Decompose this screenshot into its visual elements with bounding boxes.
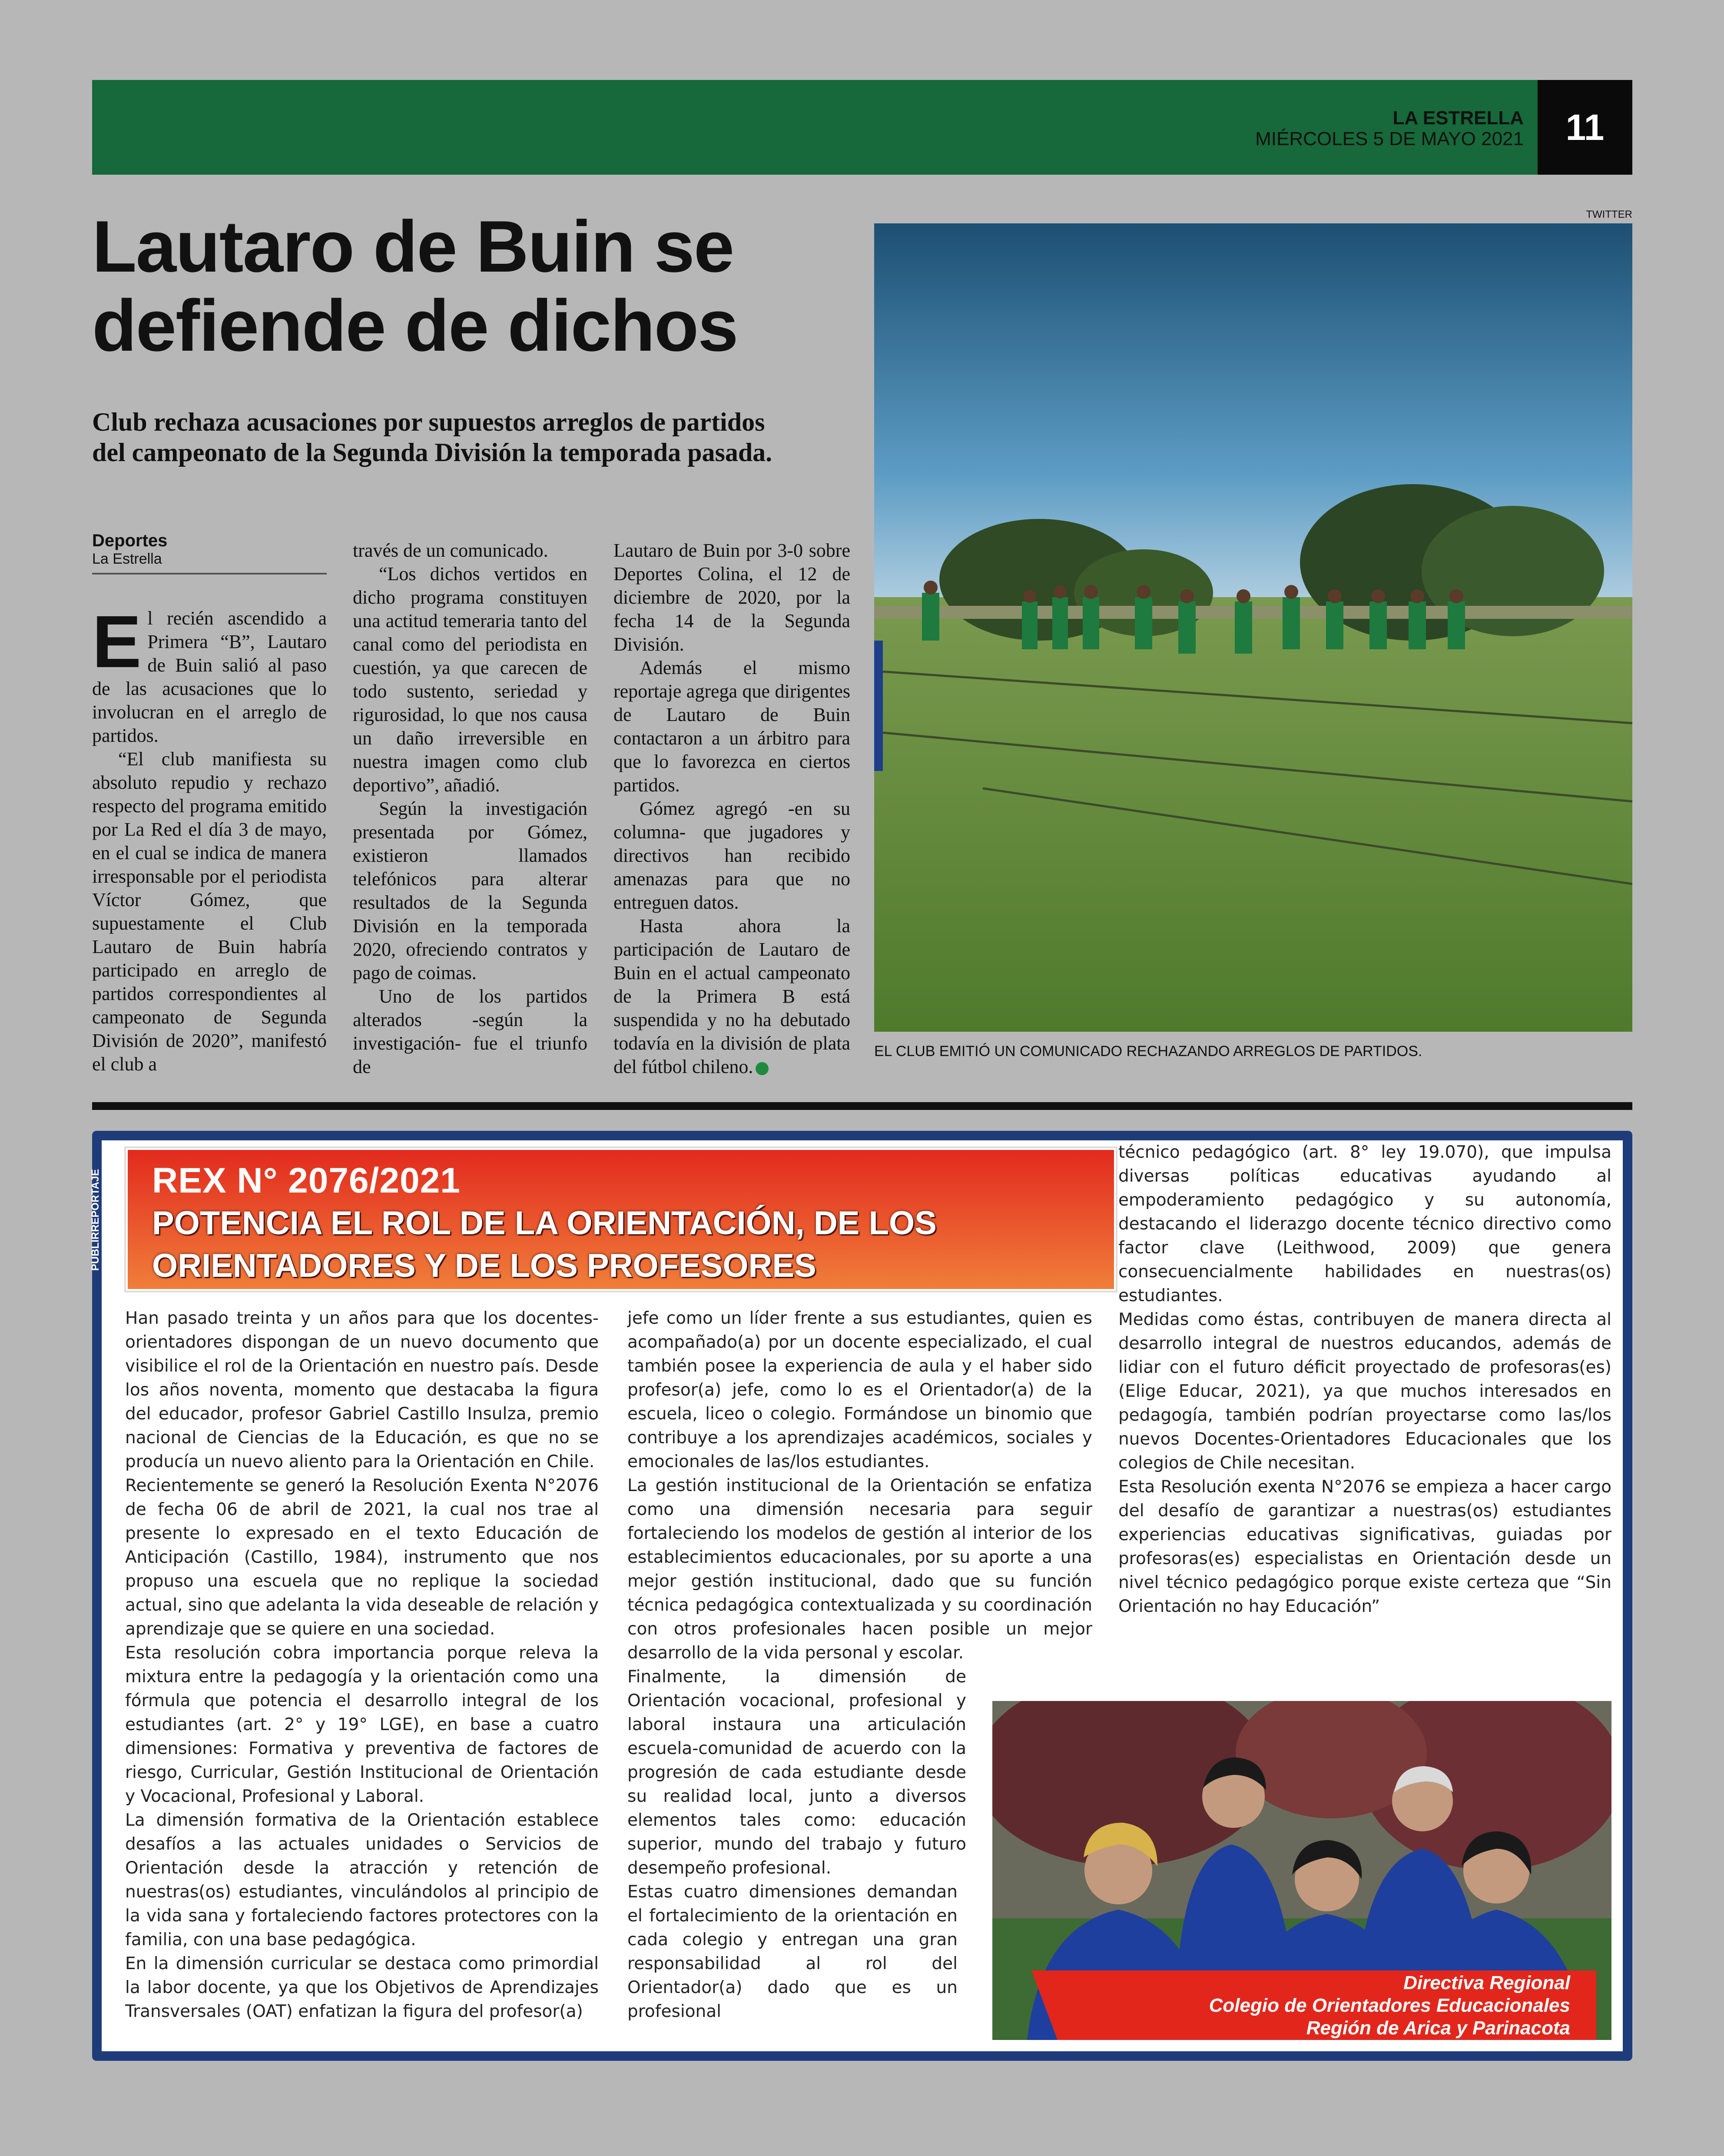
- article-column-1: [92, 601, 327, 1076]
- paragraph-text: Hasta ahora la participación de Lautaro de Buin en el actual campeonato de la Primera B está suspendida y no ha debutado todavía en la división de plata del fútbol chileno.: [613, 915, 850, 1077]
- advertorial-paragraph: La dimensión formativa de la Orientación establece desafíos a las actuales unidades o Servicios de Orientación desde la atracción y retención de nuestras(os) estudiantes, vinculándolos al principio de la vida sana y fortaleciendo factores protectores con la familia, con una base pedagógica.: [125, 1811, 599, 1950]
- caption-line: Directiva Regional: [1403, 1972, 1570, 1993]
- article-paragraph: través de un comunicado.: [353, 540, 548, 561]
- section-divider: [92, 1102, 1632, 1110]
- advertorial-paragraph: Finalmente, la dimensión de Orientación vocacional, profesional y laboral instaura una articulación escuela-comunidad de acuerdo con la progresión de cada estudiante desde su realidad local, junto a diversos elementos tales como: educación superior, mundo del trabajo y futuro desempeño profesional.: [627, 1667, 966, 1878]
- article-paragraph: “Los dichos vertidos en dicho programa constituyen una actitud temeraria tanto del canal como del periodista en cuestión, ya que carecen de todo sustento, seriedad y rigurosidad, lo que nos causa un daño irreversible en nuestra imagen como club deportivo”, añadió.: [353, 563, 587, 796]
- advertorial-paragraph: Recientemente se generó la Resolución Exenta N°2076 de fecha 06 de abril de 2021, la cual nos trae al presente lo expresado en el texto Educación de Anticipación (Castillo, 1984), instrumento que nos propuso una escuela que no replique la sociedad actual, sino que adelanta la vida deseable de relación y aprendizaje que se quiere en una sociedad.: [125, 1476, 599, 1639]
- drop-cap: E: [92, 601, 142, 683]
- advertorial-paragraph: Estas cuatro dimensiones demandan el fortalecimiento de la orientación en cada colegio y entregan una gran responsabilidad al rol del Orientador(a) dado que es un profesional: [627, 1882, 958, 2021]
- advertorial-paragraph: La gestión institucional de la Orientación se enfatiza como una dimensión necesaria para seguir fortaleciendo los modelos de gestión al interior de los establecimientos educacionales, por su aporte a una mejor gestión institucional, dado que su función técnica pedagógica contextualizada y su coordinación con otros profesionales hacen posible un mejor desarrollo de la vida personal y escolar.: [627, 1476, 1092, 1663]
- article-paragraph: “El club manifiesta su absoluto repudio y rechazo respecto del programa emitido por La Red el día 3 de mayo, en el cual se indica de manera irresponsable por el periodista Víctor Gómez, que supuestamente el Club Lautaro de Buin habría participado en arreglo de partidos correspondientes al campeonato de Segunda División de 2020”, manifestó el club a: [92, 748, 327, 1075]
- advertorial-paragraph: Han pasado treinta y un años para que los docentes-orientadores dispongan de un nuevo documento que visibilice el rol de la Orientación en nuestro país. Desde los años noventa, momento que destacaba la figura del educador, profesor Gabriel Castillo Insulza, premio nacional de Ciencias de la Educación, es que no se producía un nuevo aliento para la Orientación en Chile.: [125, 1309, 599, 1472]
- page-header: [92, 80, 1632, 175]
- article-subtitle: Club rechaza acusaciones por supuestos arreglos de partidos del campeonato de la Segunda División la temporada pasada.: [92, 408, 772, 467]
- advertorial-column-1: [125, 1306, 599, 2023]
- article-paragraph: Según la investigación presentada por Gómez, existieron llamados telefónicos para alterar resultados de la Segunda División en la temporada 2020, ofreciendo contratos y pago de coimas.: [353, 798, 587, 983]
- issue-date: MIÉRCOLES 5 DE MAYO 2021: [1255, 128, 1524, 149]
- advertorial-content: [102, 1140, 1623, 2051]
- paragraph-text: l recién ascendido a Primera “B”, Lautaro de Buin salió al paso de las acusaciones que lo involucran en el arreglo de partidos.: [92, 608, 327, 746]
- article-title: Lautaro de Buin se defiende de dichos: [92, 206, 738, 366]
- advertorial-paragraph: jefe como un líder frente a sus estudiantes, quien es acompañado(a) por un docente especializado, el cual también posee la experiencia de aula y el haber sido profesor(a) jefe, como lo es el Orientador(a) de la escuela, liceo o colegio. Formándose un binomio que contribuye a los aprendizajes académicos, sociales y emocionales de las/los estudiantes.: [627, 1309, 1092, 1472]
- article-paragraph: Uno de los partidos alterados -según la investigación- fue el triunfo de: [353, 986, 587, 1077]
- label-text: PUBLIRREPORTAJE: [90, 1169, 101, 1271]
- newspaper-name: LA ESTRELLA: [1392, 107, 1524, 129]
- photo-caption: EL CLUB EMITIÓ UN COMUNICADO RECHAZANDO ARREGLOS DE PARTIDOS.: [874, 1043, 1422, 1060]
- article-paragraph: Lautaro de Buin por 3-0 sobre Deportes Colina, el 12 de diciembre de 2020, por la fecha 14 de la Segunda División.: [613, 540, 850, 655]
- advertorial-paragraph: Esta resolución cobra importancia porque releva la mixtura entre la pedagogía y la orientación como una fórmula que potencia el desarrollo integral de los estudiantes (art. 2° y 19° LGE), en base a cuatro dimensiones: Formativa y preventiva de factores de riesgo, Curricular, Gestión Institucional de Orientación y Vocacional, Profesional y Laboral.: [125, 1643, 599, 1806]
- advertorial-banner: [126, 1148, 1116, 1291]
- article-paragraph: [613, 914, 850, 1079]
- article-column-3: [613, 539, 850, 1079]
- article-column-2: [353, 539, 587, 1079]
- section-name: Deportes: [92, 531, 168, 550]
- team-training-photo: [874, 223, 1632, 1032]
- advertorial-paragraph: En la dimensión curricular se destaca como primordial la labor docente, ya que los Objetivos de Aprendizajes Transversales (OAT) enfatizan la figura del profesor(a): [125, 1954, 599, 2021]
- advertorial-box: [92, 1131, 1632, 2061]
- advertorial-headline: POTENCIA EL ROL DE LA ORIENTACIÓN, DE LOS ORIENTADORES Y DE LOS PROFESORES: [152, 1205, 937, 1284]
- advertorial-paragraph: Medidas como éstas, contribuyen de manera directa al desarrollo integral de nuestros educandos, además de lidiar con el futuro déficit proyectado de profesoras(es) (Elige Educar, 2021), ya que muchos interesados en pedagogía, también podrían proyectarse como las/los nuevos Docentes-Orientadores Educacionales que los colegios de Chile necesitan.: [1118, 1310, 1611, 1473]
- photo-credit: TWITTER: [1586, 209, 1632, 220]
- end-mark-icon: [756, 1062, 769, 1075]
- author-name: La Estrella: [92, 551, 162, 567]
- newspaper-page: [92, 80, 1632, 2066]
- article-paragraph: [92, 601, 327, 747]
- byline: [92, 531, 327, 575]
- group-photo-caption: [1031, 1970, 1596, 2040]
- caption-line: Colegio de Orientadores Educacionales: [1209, 1995, 1570, 2016]
- article-paragraph: Además el mismo reportaje agrega que dirigentes de Lautaro de Buin contactaron a un árbitro para que lo favorezca en ciertos partidos.: [613, 657, 850, 796]
- advertorial-paragraph: técnico pedagógico (art. 8° ley 19.070), que impulsa diversas políticas educativas ayudando al empoderamiento pedagógico y su autonomía, destacando el liderazgo docente técnico directivo como factor clave (Leithwood, 2009) que genera consecuencialmente habilidades en nuestras(os) estudiantes.: [1118, 1143, 1611, 1306]
- resolution-number: REX N° 2076/2021: [152, 1161, 461, 1200]
- masthead: [1255, 108, 1524, 149]
- article-paragraph: Gómez agregó -en su columna- que jugadores y directivos han recibido amenazas para que no entreguen datos.: [613, 798, 850, 913]
- caption-line: Región de Arica y Parinacota: [1306, 2017, 1570, 2039]
- page-number: 11: [1538, 80, 1632, 175]
- advertorial-column-3: [1118, 1140, 1611, 1618]
- advertorial-paragraph: Esta Resolución exenta N°2076 se empieza a hacer cargo del desafío de garantizar a nuestras(os) estudiantes experiencias educativas significativas, guiadas por profesoras(es) especialistas en Orientación desde un nivel técnico pedagógico porque existe certeza que “Sin Orientación no hay Educación”: [1118, 1477, 1611, 1616]
